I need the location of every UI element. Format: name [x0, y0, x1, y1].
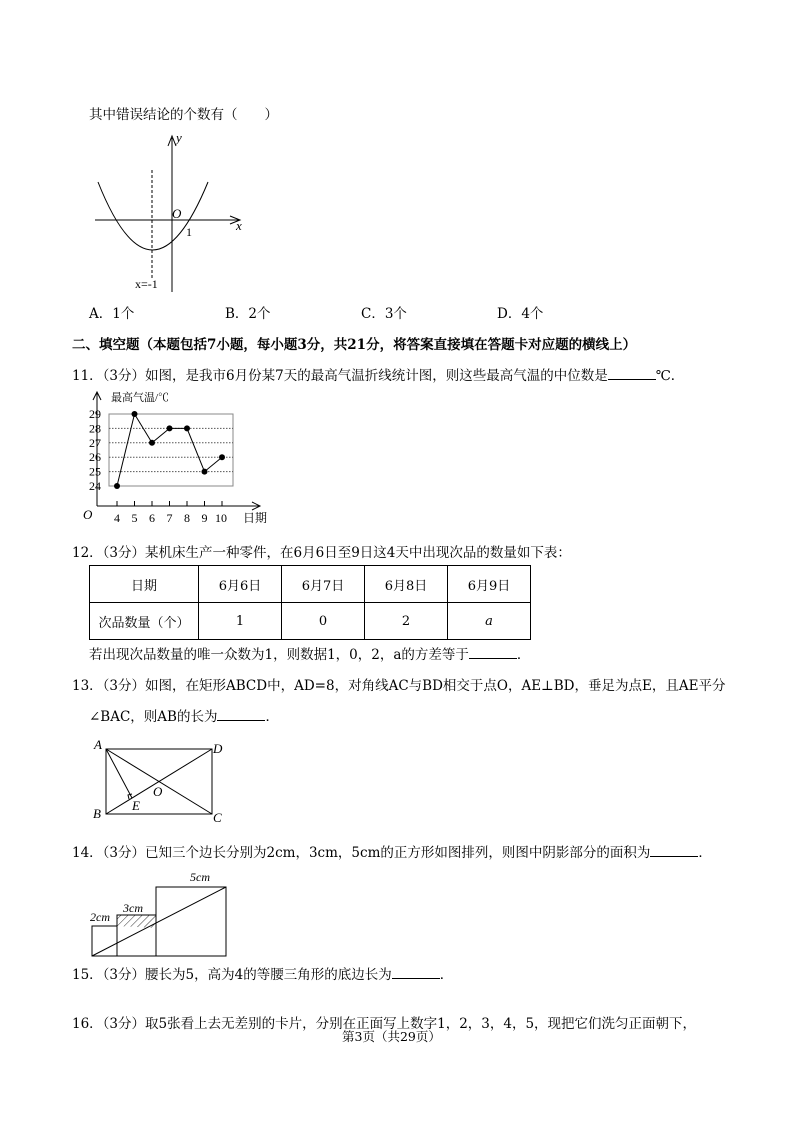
table-row	[90, 603, 531, 640]
data-point	[184, 425, 190, 431]
q11-unit: ℃．	[655, 368, 685, 384]
label-3cm: 3cm	[123, 901, 143, 915]
q12-end: ．	[516, 647, 531, 663]
q13-line2	[89, 705, 279, 725]
q14-end: ．	[698, 845, 712, 861]
y-tick-label: 29	[89, 407, 101, 421]
axis-of-symmetry-label: x=-1	[135, 277, 158, 291]
rectangle-figure	[90, 737, 230, 825]
table-cell: 6月7日	[282, 566, 365, 603]
q11-text	[72, 364, 684, 384]
x-tick-label: 9	[201, 511, 208, 525]
x-tick-label: 6	[149, 511, 155, 525]
q13-end: ．	[265, 709, 279, 725]
y-axis-label: y	[176, 130, 182, 145]
table-cell: 6月9日	[448, 566, 531, 603]
q14-text	[72, 841, 712, 861]
parabola-graph	[90, 130, 250, 295]
data-point	[132, 411, 138, 417]
answer-blank	[608, 367, 656, 380]
q11-stem: 11．（3分）如图，是我市6月份某7天的最高气温折线统计图，则这些最高气温的中位数是	[72, 368, 608, 384]
label-b: B	[93, 806, 101, 821]
y-tick-label: 27	[89, 435, 101, 450]
q13-line1: 13．（3分）如图，在矩形ABCD中，AD=8，对角线AC与BD相交于点O，AE⊥BD，垂足为点E，且AE平分	[72, 678, 726, 694]
y-tick-label: 26	[89, 450, 101, 465]
squares-figure	[90, 868, 230, 958]
answer-blank	[650, 844, 698, 857]
label-o: O	[153, 784, 163, 799]
table-cell: 2	[365, 603, 448, 640]
data-point	[219, 454, 225, 460]
q12-text: 12．（3分）某机床生产一种零件，在6月6日至9日这4天中出现次品的数量如下表：	[72, 545, 571, 561]
answer-blank	[392, 966, 440, 979]
q12-follow-text: 若出现次品数量的唯一众数为1，则数据1，0，2，a的方差等于	[89, 647, 469, 663]
y-tick-label: 28	[89, 421, 101, 436]
table-cell: a	[448, 603, 531, 640]
origin-label: O	[172, 206, 182, 221]
x-tick-label: 10	[215, 511, 227, 525]
defects-table	[89, 565, 531, 640]
table-cell: 0	[282, 603, 365, 640]
data-point	[149, 440, 155, 446]
page-footer: 第3页（共29页）	[342, 1029, 441, 1044]
option-b: B．2个	[225, 306, 271, 322]
option-d: D．4个	[497, 306, 544, 322]
origin-label: O	[83, 507, 93, 522]
q15-stem: 15．（3分）腰长为5，高为4的等腰三角形的底边长为	[72, 967, 392, 983]
label-d: D	[213, 741, 223, 756]
y-tick-label: 25	[89, 464, 101, 479]
q10-tail: 其中错误结论的个数有（ ）	[89, 107, 278, 123]
chart-title: 最高气温/℃	[111, 392, 170, 404]
one-label: 1	[186, 225, 192, 239]
q15-end: ．	[439, 967, 454, 983]
data-point	[167, 425, 173, 431]
table-cell: 6月6日	[199, 566, 282, 603]
data-point	[202, 469, 208, 475]
x-axis-label: x	[236, 218, 242, 233]
x-tick-label: 7	[166, 511, 173, 525]
answer-blank	[217, 708, 265, 721]
temperature-line-chart	[85, 388, 275, 528]
label-a: A	[94, 737, 102, 752]
table-cell: 6月8日	[365, 566, 448, 603]
label-c: C	[213, 810, 222, 825]
data-point	[114, 483, 120, 489]
option-a: A．1个	[89, 306, 135, 322]
q13-line2-text: ∠BAC，则AB的长为	[89, 709, 218, 725]
x-tick-label: 5	[131, 511, 138, 525]
table-cell: 1	[199, 603, 282, 640]
x-tick-label: 8	[184, 511, 190, 525]
label-5cm: 5cm	[190, 870, 210, 884]
q12-follow	[89, 643, 530, 663]
x-tick-label: 4	[114, 511, 120, 525]
q16-text: 16．（3分）取5张看上去无差别的卡片，分别在正面写上数字1，2，3，4，5，现把它们洗匀正面朝下，	[72, 1016, 697, 1032]
table-row	[90, 566, 531, 603]
plot-frame	[109, 414, 233, 486]
q15-text	[72, 963, 453, 983]
option-c: C．3个	[361, 306, 407, 322]
series-line	[117, 414, 222, 486]
q14-stem: 14．（3分）已知三个边长分别为2cm，3cm，5cm的正方形如图排列，则图中阴影部分的面积为	[72, 845, 651, 861]
section-2-title: 二、填空题（本题包括7小题，每小题3分，共21分，将答案直接填在答题卡对应题的横线上）	[72, 337, 637, 353]
label-e: E	[132, 798, 140, 813]
table-cell: 次品数量（个）	[90, 603, 199, 640]
table-cell: 日期	[90, 566, 199, 603]
answer-blank	[469, 646, 517, 659]
x-axis-label: 日期	[243, 511, 268, 525]
y-tick-label: 24	[89, 479, 101, 493]
label-2cm: 2cm	[90, 910, 110, 924]
